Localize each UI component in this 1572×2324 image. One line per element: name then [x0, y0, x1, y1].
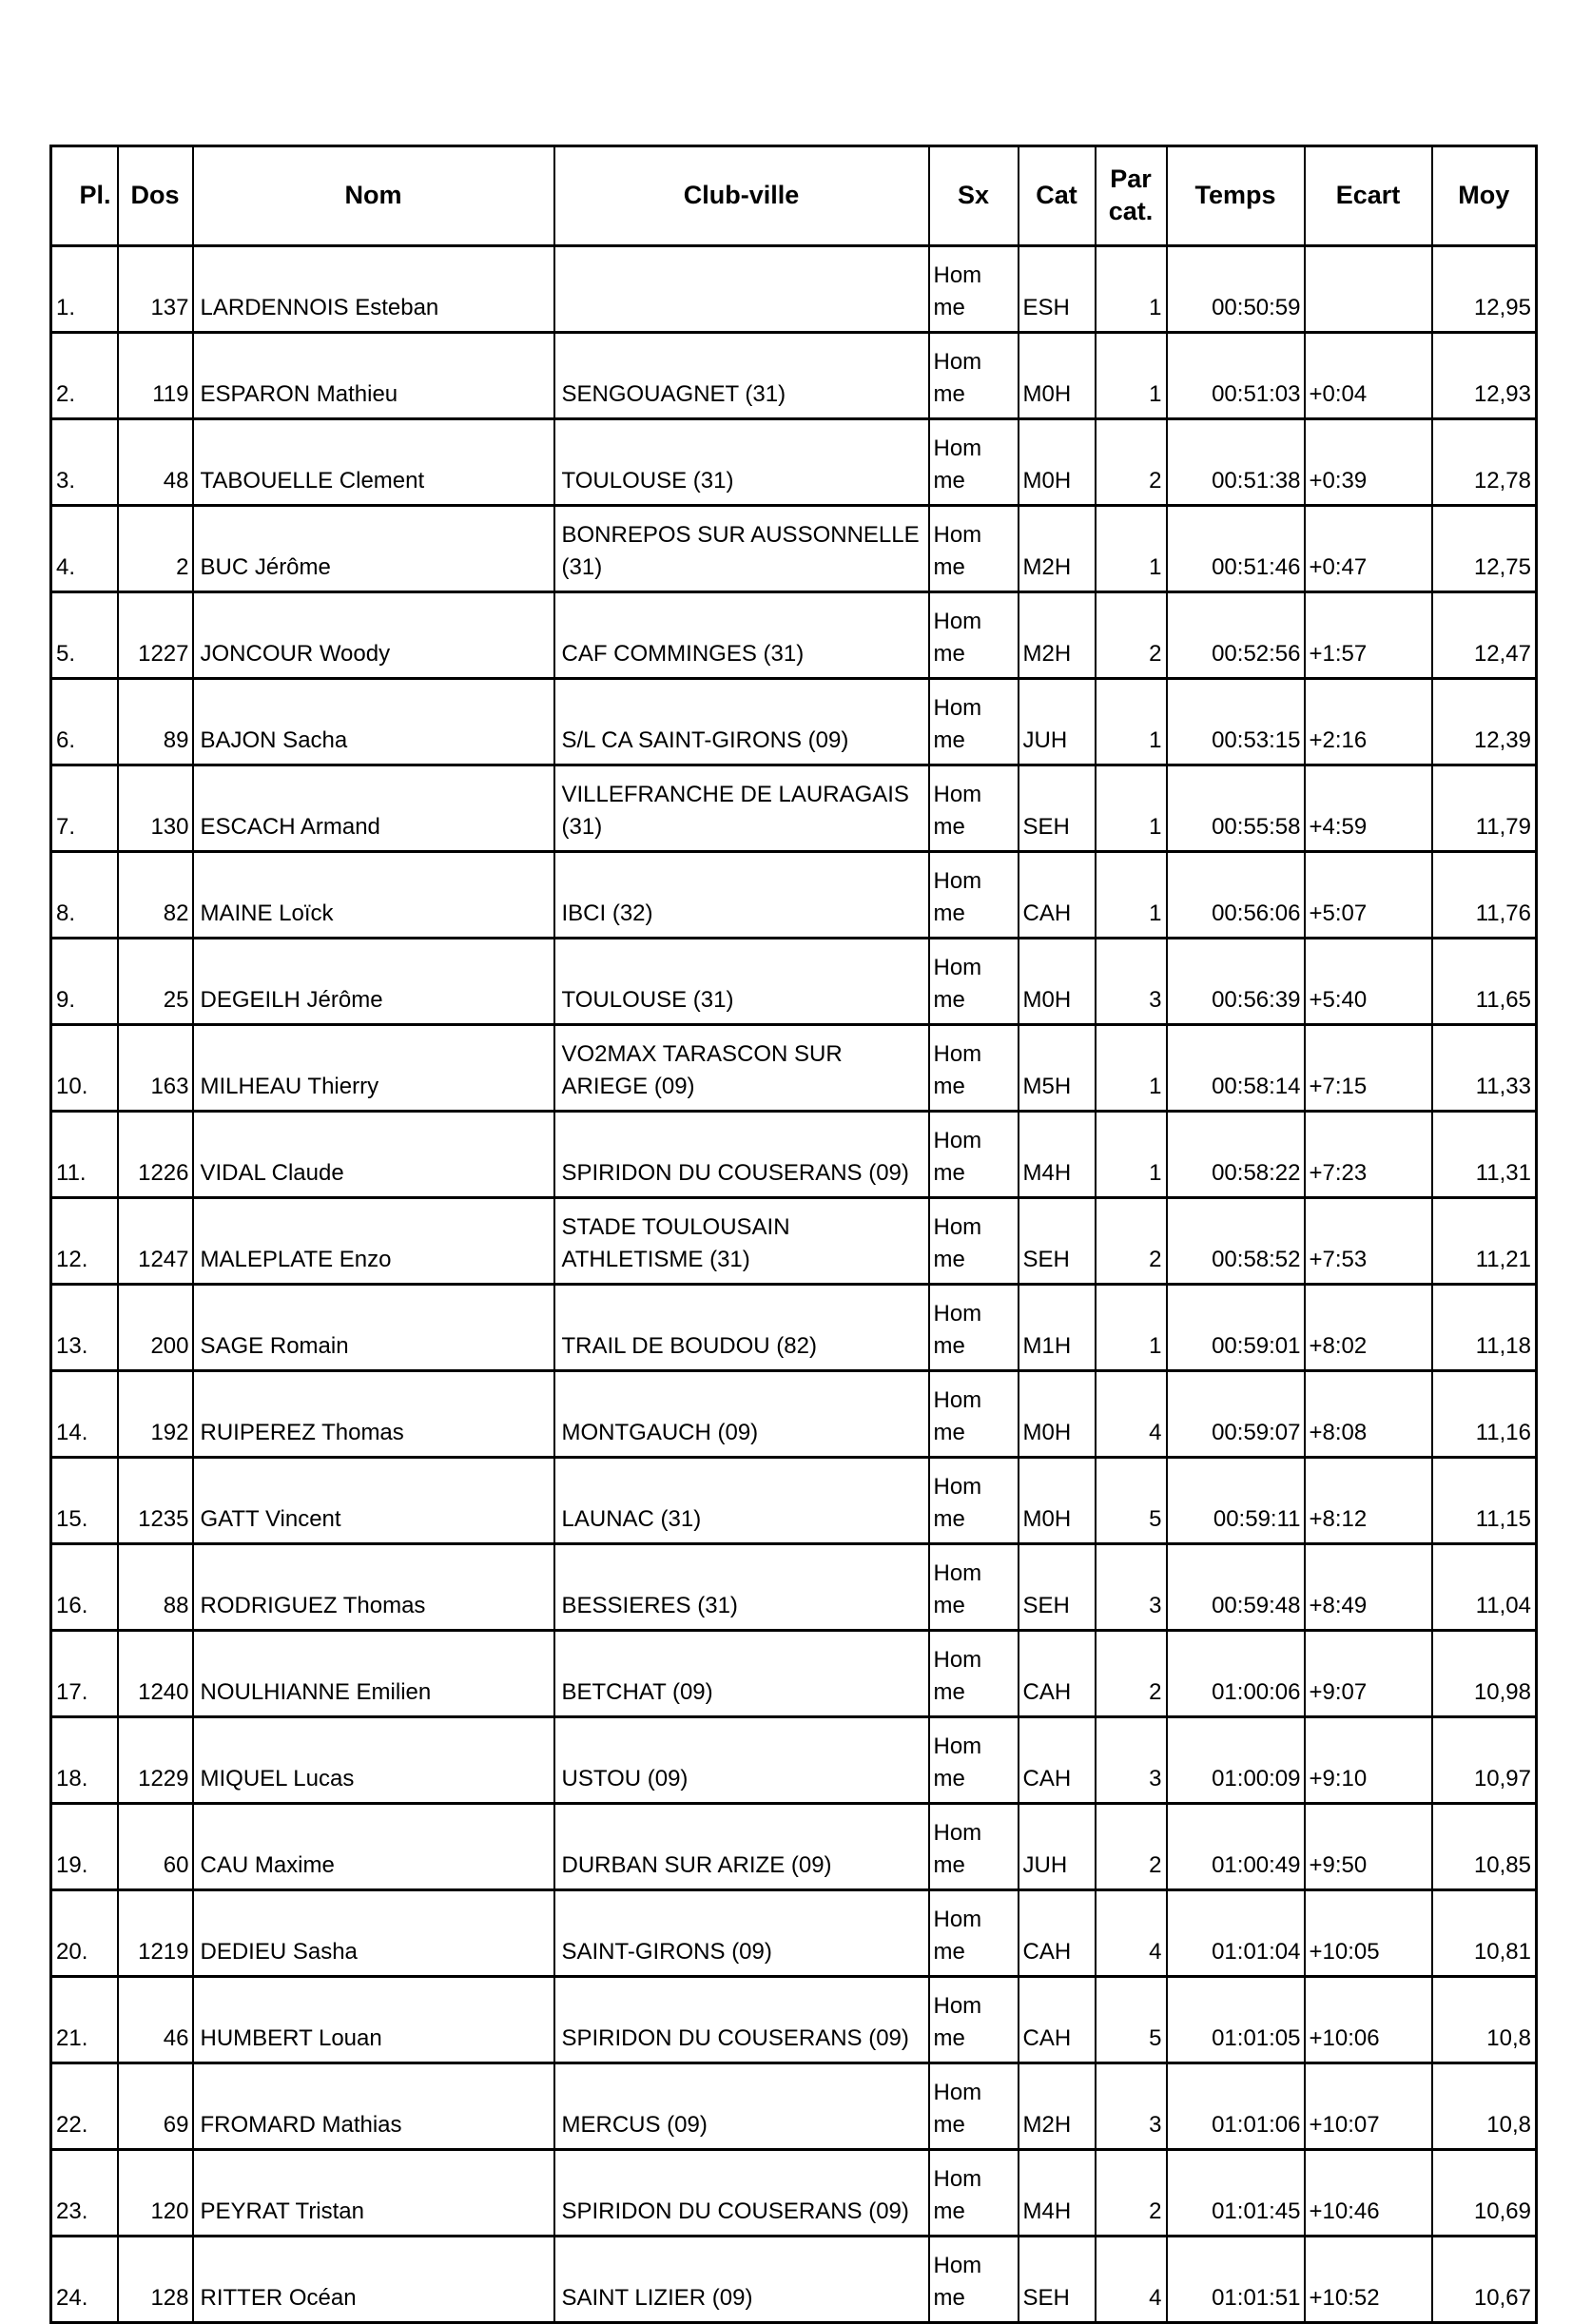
cell-bib: 137	[118, 246, 193, 333]
cell-sex: Homme	[929, 1717, 1019, 1804]
cell-category: M4H	[1019, 2150, 1096, 2237]
cell-club-city: SPIRIDON DU COUSERANS (09)	[554, 1977, 929, 2063]
cell-bib: 48	[118, 419, 193, 506]
cell-per-category: 3	[1096, 1717, 1167, 1804]
cell-name: JONCOUR Woody	[193, 592, 554, 679]
cell-per-category: 3	[1096, 2063, 1167, 2150]
cell-avg-speed: 11,33	[1432, 1025, 1537, 1112]
cell-time: 00:58:22	[1167, 1112, 1305, 1198]
cell-bib: 130	[118, 765, 193, 852]
table-row	[51, 1458, 1537, 1544]
cell-gap: +9:07	[1305, 1631, 1432, 1717]
cell-avg-speed: 11,31	[1432, 1112, 1537, 1198]
cell-category: JUH	[1019, 679, 1096, 765]
cell-avg-speed: 11,16	[1432, 1371, 1537, 1458]
cell-club-city: SAINT LIZIER (09)	[554, 2237, 929, 2323]
cell-time: 00:59:07	[1167, 1371, 1305, 1458]
cell-club-city: BESSIERES (31)	[554, 1544, 929, 1631]
cell-club-city: SPIRIDON DU COUSERANS (09)	[554, 1112, 929, 1198]
cell-name: LARDENNOIS Esteban	[193, 246, 554, 333]
cell-name: VIDAL Claude	[193, 1112, 554, 1198]
cell-place: 24.	[51, 2237, 118, 2323]
cell-place: 2.	[51, 333, 118, 419]
cell-place: 15.	[51, 1458, 118, 1544]
cell-avg-speed: 10,81	[1432, 1890, 1537, 1977]
cell-category: M0H	[1019, 333, 1096, 419]
cell-per-category: 3	[1096, 1544, 1167, 1631]
cell-gap: +10:05	[1305, 1890, 1432, 1977]
cell-name: TABOUELLE Clement	[193, 419, 554, 506]
cell-club-city: SPIRIDON DU COUSERANS (09)	[554, 2150, 929, 2237]
cell-time: 01:01:06	[1167, 2063, 1305, 2150]
table-row	[51, 1977, 1537, 2063]
cell-sex: Homme	[929, 1804, 1019, 1890]
cell-gap: +2:16	[1305, 679, 1432, 765]
table-body	[51, 246, 1537, 2323]
cell-gap: +9:50	[1305, 1804, 1432, 1890]
cell-per-category: 2	[1096, 419, 1167, 506]
cell-gap: +9:10	[1305, 1717, 1432, 1804]
cell-per-category: 2	[1096, 592, 1167, 679]
table-row	[51, 1025, 1537, 1112]
cell-club-city: S/L CA SAINT-GIRONS (09)	[554, 679, 929, 765]
table-row	[51, 1717, 1537, 1804]
results-sheet	[49, 145, 1538, 2324]
cell-bib: 69	[118, 2063, 193, 2150]
cell-place: 3.	[51, 419, 118, 506]
cell-gap: +7:23	[1305, 1112, 1432, 1198]
cell-name: ESPARON Mathieu	[193, 333, 554, 419]
cell-category: M0H	[1019, 939, 1096, 1025]
table-row	[51, 246, 1537, 333]
cell-time: 01:01:45	[1167, 2150, 1305, 2237]
cell-sex: Homme	[929, 592, 1019, 679]
cell-bib: 1229	[118, 1717, 193, 1804]
cell-avg-speed: 12,78	[1432, 419, 1537, 506]
cell-bib: 25	[118, 939, 193, 1025]
cell-category: M2H	[1019, 2063, 1096, 2150]
cell-time: 01:01:51	[1167, 2237, 1305, 2323]
cell-avg-speed: 10,69	[1432, 2150, 1537, 2237]
cell-avg-speed: 11,15	[1432, 1458, 1537, 1544]
cell-place: 8.	[51, 852, 118, 939]
cell-time: 00:58:52	[1167, 1198, 1305, 1285]
cell-sex: Homme	[929, 2150, 1019, 2237]
cell-gap: +4:59	[1305, 765, 1432, 852]
cell-club-city: DURBAN SUR ARIZE (09)	[554, 1804, 929, 1890]
table-row	[51, 1631, 1537, 1717]
cell-category: M4H	[1019, 1112, 1096, 1198]
cell-avg-speed: 11,21	[1432, 1198, 1537, 1285]
cell-bib: 1247	[118, 1198, 193, 1285]
cell-place: 18.	[51, 1717, 118, 1804]
cell-club-city: MONTGAUCH (09)	[554, 1371, 929, 1458]
cell-gap: +10:07	[1305, 2063, 1432, 2150]
table-row	[51, 765, 1537, 852]
cell-category: CAH	[1019, 1717, 1096, 1804]
cell-category: M0H	[1019, 1458, 1096, 1544]
cell-bib: 82	[118, 852, 193, 939]
cell-name: BUC Jérôme	[193, 506, 554, 592]
cell-per-category: 5	[1096, 1458, 1167, 1544]
cell-club-city: VO2MAX TARASCON SUR ARIEGE (09)	[554, 1025, 929, 1112]
cell-place: 6.	[51, 679, 118, 765]
table-header-row	[51, 146, 1537, 246]
cell-sex: Homme	[929, 506, 1019, 592]
cell-per-category: 1	[1096, 852, 1167, 939]
cell-time: 00:59:48	[1167, 1544, 1305, 1631]
table-row	[51, 419, 1537, 506]
cell-per-category: 1	[1096, 679, 1167, 765]
cell-per-category: 1	[1096, 765, 1167, 852]
cell-avg-speed: 12,47	[1432, 592, 1537, 679]
cell-per-category: 3	[1096, 939, 1167, 1025]
cell-per-category: 1	[1096, 1285, 1167, 1371]
cell-avg-speed: 12,75	[1432, 506, 1537, 592]
cell-name: DEDIEU Sasha	[193, 1890, 554, 1977]
table-row	[51, 1198, 1537, 1285]
cell-time: 00:51:46	[1167, 506, 1305, 592]
cell-category: CAH	[1019, 852, 1096, 939]
cell-gap: +1:57	[1305, 592, 1432, 679]
cell-gap: +7:53	[1305, 1198, 1432, 1285]
cell-name: BAJON Sacha	[193, 679, 554, 765]
cell-time: 01:01:05	[1167, 1977, 1305, 2063]
cell-category: JUH	[1019, 1804, 1096, 1890]
cell-avg-speed: 11,76	[1432, 852, 1537, 939]
cell-per-category: 1	[1096, 1112, 1167, 1198]
cell-sex: Homme	[929, 1285, 1019, 1371]
cell-gap: +10:52	[1305, 2237, 1432, 2323]
cell-bib: 119	[118, 333, 193, 419]
cell-avg-speed: 10,8	[1432, 1977, 1537, 2063]
cell-sex: Homme	[929, 1458, 1019, 1544]
cell-category: CAH	[1019, 1631, 1096, 1717]
table-row	[51, 679, 1537, 765]
cell-category: M2H	[1019, 592, 1096, 679]
column-header-avg-speed: Moy	[1432, 146, 1537, 246]
cell-time: 00:50:59	[1167, 246, 1305, 333]
cell-avg-speed: 12,93	[1432, 333, 1537, 419]
cell-category: M0H	[1019, 1371, 1096, 1458]
cell-gap: +5:40	[1305, 939, 1432, 1025]
cell-name: RODRIGUEZ Thomas	[193, 1544, 554, 1631]
cell-bib: 200	[118, 1285, 193, 1371]
cell-club-city: TOULOUSE (31)	[554, 419, 929, 506]
cell-sex: Homme	[929, 246, 1019, 333]
cell-sex: Homme	[929, 1890, 1019, 1977]
cell-avg-speed: 10,67	[1432, 2237, 1537, 2323]
cell-club-city: BONREPOS SUR AUSSONNELLE (31)	[554, 506, 929, 592]
cell-bib: 1219	[118, 1890, 193, 1977]
cell-gap: +7:15	[1305, 1025, 1432, 1112]
cell-club-city: USTOU (09)	[554, 1717, 929, 1804]
cell-sex: Homme	[929, 852, 1019, 939]
column-header-club-city: Club-ville	[554, 146, 929, 246]
cell-category: M0H	[1019, 419, 1096, 506]
cell-per-category: 2	[1096, 1804, 1167, 1890]
column-header-category: Cat	[1019, 146, 1096, 246]
cell-avg-speed: 11,65	[1432, 939, 1537, 1025]
table-row	[51, 2063, 1537, 2150]
cell-sex: Homme	[929, 1631, 1019, 1717]
cell-name: PEYRAT Tristan	[193, 2150, 554, 2237]
cell-bib: 192	[118, 1371, 193, 1458]
cell-category: SEH	[1019, 765, 1096, 852]
cell-club-city: TOULOUSE (31)	[554, 939, 929, 1025]
cell-place: 1.	[51, 246, 118, 333]
cell-time: 01:00:06	[1167, 1631, 1305, 1717]
cell-place: 20.	[51, 1890, 118, 1977]
cell-place: 21.	[51, 1977, 118, 2063]
table-row	[51, 852, 1537, 939]
cell-per-category: 1	[1096, 506, 1167, 592]
cell-name: MAINE Loïck	[193, 852, 554, 939]
cell-name: CAU Maxime	[193, 1804, 554, 1890]
cell-category: M5H	[1019, 1025, 1096, 1112]
cell-per-category: 1	[1096, 333, 1167, 419]
column-header-per-category: Par cat.	[1096, 146, 1167, 246]
cell-sex: Homme	[929, 765, 1019, 852]
cell-bib: 1240	[118, 1631, 193, 1717]
cell-bib: 1226	[118, 1112, 193, 1198]
cell-per-category: 5	[1096, 1977, 1167, 2063]
cell-sex: Homme	[929, 939, 1019, 1025]
cell-per-category: 4	[1096, 1890, 1167, 1977]
cell-time: 00:51:38	[1167, 419, 1305, 506]
cell-sex: Homme	[929, 1977, 1019, 2063]
cell-sex: Homme	[929, 419, 1019, 506]
cell-name: RITTER Océan	[193, 2237, 554, 2323]
cell-bib: 88	[118, 1544, 193, 1631]
cell-category: SEH	[1019, 1198, 1096, 1285]
table-row	[51, 1544, 1537, 1631]
cell-time: 01:00:49	[1167, 1804, 1305, 1890]
cell-avg-speed: 10,97	[1432, 1717, 1537, 1804]
cell-avg-speed: 11,79	[1432, 765, 1537, 852]
cell-avg-speed: 11,18	[1432, 1285, 1537, 1371]
cell-club-city: IBCI (32)	[554, 852, 929, 939]
cell-sex: Homme	[929, 1112, 1019, 1198]
cell-category: M1H	[1019, 1285, 1096, 1371]
column-header-bib: Dos	[118, 146, 193, 246]
cell-place: 9.	[51, 939, 118, 1025]
cell-avg-speed: 12,39	[1432, 679, 1537, 765]
cell-place: 10.	[51, 1025, 118, 1112]
cell-time: 00:56:06	[1167, 852, 1305, 939]
cell-time: 00:58:14	[1167, 1025, 1305, 1112]
cell-place: 5.	[51, 592, 118, 679]
cell-category: M2H	[1019, 506, 1096, 592]
cell-time: 00:53:15	[1167, 679, 1305, 765]
cell-place: 23.	[51, 2150, 118, 2237]
cell-name: DEGEILH Jérôme	[193, 939, 554, 1025]
cell-time: 00:59:01	[1167, 1285, 1305, 1371]
cell-gap: +0:39	[1305, 419, 1432, 506]
cell-bib: 46	[118, 1977, 193, 2063]
cell-avg-speed: 11,04	[1432, 1544, 1537, 1631]
cell-bib: 1227	[118, 592, 193, 679]
table-row	[51, 1890, 1537, 1977]
cell-bib: 120	[118, 2150, 193, 2237]
cell-place: 19.	[51, 1804, 118, 1890]
column-header-sex: Sx	[929, 146, 1019, 246]
cell-avg-speed: 10,8	[1432, 2063, 1537, 2150]
cell-name: NOULHIANNE Emilien	[193, 1631, 554, 1717]
cell-sex: Homme	[929, 679, 1019, 765]
cell-avg-speed: 10,98	[1432, 1631, 1537, 1717]
cell-per-category: 4	[1096, 2237, 1167, 2323]
cell-name: GATT Vincent	[193, 1458, 554, 1544]
column-header-gap: Ecart	[1305, 146, 1432, 246]
table-row	[51, 1371, 1537, 1458]
cell-category: SEH	[1019, 1544, 1096, 1631]
column-header-place: Pl.	[51, 146, 118, 246]
cell-bib: 60	[118, 1804, 193, 1890]
cell-club-city	[554, 246, 929, 333]
table-row	[51, 592, 1537, 679]
cell-name: ESCACH Armand	[193, 765, 554, 852]
cell-place: 11.	[51, 1112, 118, 1198]
cell-time: 01:01:04	[1167, 1890, 1305, 1977]
cell-time: 00:59:11	[1167, 1458, 1305, 1544]
table-row	[51, 333, 1537, 419]
cell-sex: Homme	[929, 1198, 1019, 1285]
results-table	[49, 145, 1538, 2324]
table-row	[51, 2237, 1537, 2323]
cell-sex: Homme	[929, 1544, 1019, 1631]
cell-per-category: 1	[1096, 1025, 1167, 1112]
cell-place: 4.	[51, 506, 118, 592]
table-row	[51, 506, 1537, 592]
cell-bib: 163	[118, 1025, 193, 1112]
cell-name: MALEPLATE Enzo	[193, 1198, 554, 1285]
cell-time: 00:51:03	[1167, 333, 1305, 419]
table-row	[51, 939, 1537, 1025]
cell-time: 00:56:39	[1167, 939, 1305, 1025]
cell-name: MIQUEL Lucas	[193, 1717, 554, 1804]
cell-time: 00:52:56	[1167, 592, 1305, 679]
cell-gap: +5:07	[1305, 852, 1432, 939]
cell-club-city: VILLEFRANCHE DE LAURAGAIS (31)	[554, 765, 929, 852]
cell-sex: Homme	[929, 2237, 1019, 2323]
cell-avg-speed: 12,95	[1432, 246, 1537, 333]
cell-category: CAH	[1019, 1890, 1096, 1977]
cell-sex: Homme	[929, 2063, 1019, 2150]
cell-per-category: 4	[1096, 1371, 1167, 1458]
cell-time: 00:55:58	[1167, 765, 1305, 852]
cell-gap: +8:02	[1305, 1285, 1432, 1371]
cell-gap: +0:04	[1305, 333, 1432, 419]
cell-category: CAH	[1019, 1977, 1096, 2063]
cell-club-city: BETCHAT (09)	[554, 1631, 929, 1717]
cell-per-category: 2	[1096, 2150, 1167, 2237]
cell-bib: 1235	[118, 1458, 193, 1544]
column-header-time: Temps	[1167, 146, 1305, 246]
cell-sex: Homme	[929, 1371, 1019, 1458]
cell-club-city: SENGOUAGNET (31)	[554, 333, 929, 419]
cell-gap: +10:06	[1305, 1977, 1432, 2063]
column-header-name: Nom	[193, 146, 554, 246]
cell-club-city: LAUNAC (31)	[554, 1458, 929, 1544]
cell-gap: +8:12	[1305, 1458, 1432, 1544]
cell-place: 17.	[51, 1631, 118, 1717]
cell-bib: 2	[118, 506, 193, 592]
table-row	[51, 1804, 1537, 1890]
cell-bib: 89	[118, 679, 193, 765]
cell-club-city: SAINT-GIRONS (09)	[554, 1890, 929, 1977]
table-row	[51, 1285, 1537, 1371]
cell-time: 01:00:09	[1167, 1717, 1305, 1804]
cell-place: 7.	[51, 765, 118, 852]
cell-place: 14.	[51, 1371, 118, 1458]
cell-club-city: STADE TOULOUSAIN ATHLETISME (31)	[554, 1198, 929, 1285]
cell-bib: 128	[118, 2237, 193, 2323]
cell-category: ESH	[1019, 246, 1096, 333]
cell-sex: Homme	[929, 1025, 1019, 1112]
cell-sex: Homme	[929, 333, 1019, 419]
cell-place: 16.	[51, 1544, 118, 1631]
cell-gap: +0:47	[1305, 506, 1432, 592]
cell-name: FROMARD Mathias	[193, 2063, 554, 2150]
cell-per-category: 1	[1096, 246, 1167, 333]
cell-gap	[1305, 246, 1432, 333]
table-row	[51, 1112, 1537, 1198]
cell-category: SEH	[1019, 2237, 1096, 2323]
cell-per-category: 2	[1096, 1631, 1167, 1717]
cell-place: 12.	[51, 1198, 118, 1285]
cell-club-city: CAF COMMINGES (31)	[554, 592, 929, 679]
cell-gap: +8:08	[1305, 1371, 1432, 1458]
cell-name: RUIPEREZ Thomas	[193, 1371, 554, 1458]
cell-name: HUMBERT Louan	[193, 1977, 554, 2063]
cell-place: 22.	[51, 2063, 118, 2150]
cell-name: SAGE Romain	[193, 1285, 554, 1371]
cell-avg-speed: 10,85	[1432, 1804, 1537, 1890]
cell-club-city: MERCUS (09)	[554, 2063, 929, 2150]
cell-club-city: TRAIL DE BOUDOU (82)	[554, 1285, 929, 1371]
cell-gap: +8:49	[1305, 1544, 1432, 1631]
cell-place: 13.	[51, 1285, 118, 1371]
cell-gap: +10:46	[1305, 2150, 1432, 2237]
cell-per-category: 2	[1096, 1198, 1167, 1285]
cell-name: MILHEAU Thierry	[193, 1025, 554, 1112]
